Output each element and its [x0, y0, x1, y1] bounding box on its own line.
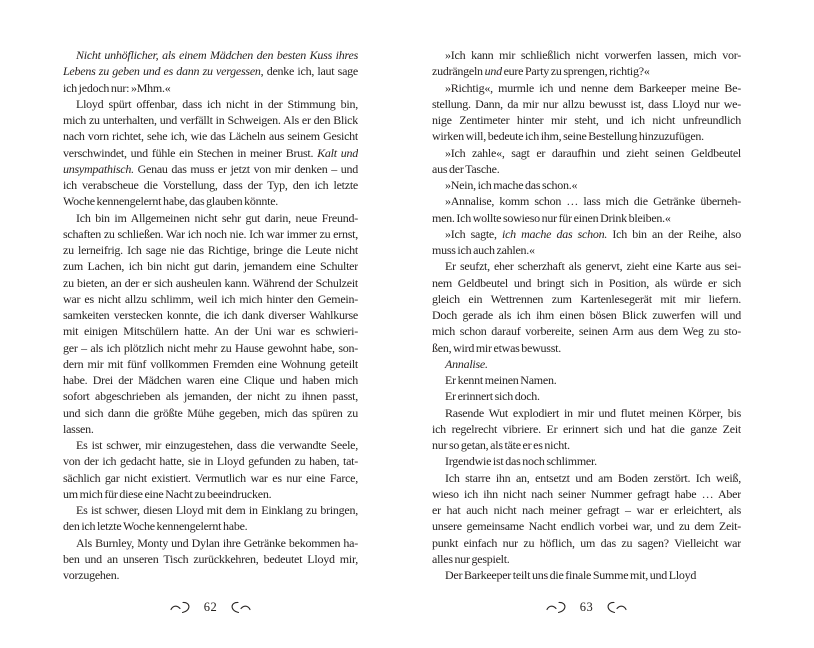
text-line: Nicht unhöflicher, als einem Mädchen den besten Kuss ihres: [76, 48, 358, 62]
swash-left-icon: [546, 600, 576, 614]
text-line: Lloyd spürt offenbar, dass ich nicht in der Stimmung bin,: [76, 96, 358, 111]
text-line: verschwindet, und fühle ein Stechen in meiner Brust. Kalt und: [63, 145, 358, 160]
text-line: Er kennt meinen Namen.: [445, 373, 557, 387]
text-line: Ich bin im Allgemeinen nicht sehr gut darin, neue Freund-: [76, 210, 358, 225]
text-line: ben und an unseren Tisch zurückkehren, bedeutet Lloyd mir,: [63, 551, 358, 566]
text-line: Irgendwie ist das noch schlimmer.: [445, 454, 597, 469]
text-line: Doch gerade als ich ihm einen bösen Blick zuwerfen will und: [432, 308, 741, 322]
text-line: zu lerneifrig. Ich sage nie das Richtige, bringe die Leute nicht: [63, 243, 358, 257]
text-line: alles nur gespielt.: [432, 551, 510, 566]
text-line: sofort abgeschrieben als jemanden, der nicht zu ihnen passt,: [63, 389, 358, 404]
text-line: »Ich zahle«, sagt er daraufhin und zieht seinen Geldbeutel: [445, 145, 741, 160]
text-line: Er erinnert sich doch.: [445, 389, 540, 404]
text-line: »Nein, ich mache das schon.«: [445, 178, 578, 192]
text-line: Er seufzt, eher scherzhaft als genervt, zieht eine Karte aus sei-: [445, 259, 741, 274]
text-line: »Ich kann mir schließlich nicht vorwerfen lassen, mich vor-: [445, 48, 741, 62]
text-line: den ich letzte Woche kennengelernt habe.: [63, 519, 248, 534]
text-line: war es nicht allzu schlimm, weil ich mich hinter den Gemein-: [63, 291, 358, 306]
text-line: »Ich sagte, ich mache das schon. Ich bin an der Reihe, also: [445, 226, 741, 241]
text-line: stellung. Dann, da mir nur allzu bewusst ist, dass Lloyd nur we-: [432, 96, 741, 111]
text-line: Lebens zu geben und es dann zu vergessen, denke ich, laut sage: [63, 64, 358, 79]
text-line: Als Burnley, Monty und Dylan ihre Getränke bekommen ha-: [76, 535, 358, 550]
text-line: mich schon darauf vorbereite, seinen Arm aus dem Weg zu sto-: [432, 324, 741, 339]
text-line: habe. Drei der Mädchen waren eine Clique und haben mich: [63, 373, 358, 387]
page-right-text: [432, 47, 741, 583]
text-line: ßen, wird mir etwas bewusst.: [432, 340, 561, 355]
text-line: »Richtig«, murmle ich und nenne dem Barkeeper meine Be-: [445, 80, 741, 95]
text-line: er hat auch nicht nach meiner gefragt – war er erleichtert, als: [432, 503, 741, 517]
swash-right-icon: [221, 600, 251, 614]
text-line: unsere gemeinsame Nacht endlich vorbei war, und zu dem Zeit-: [432, 519, 741, 534]
page-right: [432, 0, 741, 648]
text-line: wieso ich ihn nicht nach seiner Nummer gefragt habe … Aber: [432, 486, 741, 501]
text-line: nur so getan, als täte er es nicht.: [432, 438, 570, 452]
text-line: Annalise.: [445, 356, 488, 371]
text-line: dern mir mit fünf vollkommen Fremden eine Wohnung geteilt: [63, 356, 358, 371]
page-left-footer: [63, 600, 358, 614]
text-line: ich jedoch nur: »Mhm.«: [63, 80, 171, 95]
text-line: von der ich gedacht hatte, sie in Lloyd gefunden zu haben, tat-: [63, 454, 358, 469]
swash-right-icon: [597, 600, 627, 614]
text-line: schaften zu schließen. War ich noch nie. Ich war immer zu ernst,: [63, 226, 358, 241]
text-line: mich zu unterhalten, und verfällt in Schweigen. Als er den Blick: [63, 113, 358, 127]
text-line: lassen.: [63, 421, 94, 436]
text-line: mit einigen Mitschülern hatte. An der Uni war es schwieri-: [63, 324, 358, 339]
page-left-text: [63, 47, 358, 583]
text-line: nach vorn richtet, sehe ich, wie das Lächeln aus seinem Gesicht: [63, 129, 358, 144]
text-line: muss ich auch zahlen.«: [432, 243, 535, 257]
text-line: ich regelrecht vibriere. Er erinnert sich und hat die ganze Zeit: [432, 421, 741, 436]
text-line: und sich dann die größte Mühe gegeben, mich das spüren zu: [63, 405, 358, 420]
text-line: Rasende Wut explodiert in mir und flutet meinen Körper, bis: [445, 405, 741, 420]
text-line: nem Geldbeutel und bringt sich in Position, als würde er sich: [432, 275, 741, 290]
text-line: Der Barkeeper teilt uns die finale Summe mit, und Lloyd: [445, 568, 697, 582]
text-line: wirken will, bedeute ich ihm, seine Bestellung hinzuzufügen.: [432, 129, 704, 144]
text-line: ger – als ich plötzlich nicht mehr zu Hause gewohnt habe, son-: [63, 340, 358, 355]
text-line: Es ist schwer, diesen Lloyd mit dem in Einklang zu bringen,: [76, 503, 358, 517]
text-line: zudrängeln und eure Party zu sprengen, richtig?«: [432, 64, 650, 79]
text-line: aus der Tasche.: [432, 161, 500, 176]
text-line: Es ist schwer, mir einzugestehen, dass die verwandte Seele,: [76, 438, 358, 452]
text-line: unsympathisch. Genau das muss er jetzt von mir denken – und: [63, 161, 358, 176]
page-number: 62: [203, 600, 218, 614]
text-line: um mich für diese eine Nacht zu beeindrucken.: [63, 486, 272, 501]
text-line: ich verabscheue die Vorstellung, dass der Typ, den ich letzte: [63, 178, 358, 192]
text-line: punkt einfach nur zu höflich, um das zu sagen? Vielleicht war: [432, 535, 741, 550]
swash-left-icon: [170, 600, 200, 614]
page-right-footer: [432, 600, 741, 614]
text-line: »Annalise, komm schon … lass mich die Getränke überneh-: [445, 194, 741, 209]
text-line: sächlich gar nicht existiert. Vermutlich war es nur eine Farce,: [63, 470, 358, 485]
page-left: [63, 0, 358, 648]
text-line: men. Ich wollte sowieso nur für einen Drink bleiben.«: [432, 210, 671, 225]
text-line: vorzugehen.: [63, 568, 120, 582]
text-line: Woche kennengelernt habe, das glauben könnte.: [63, 194, 279, 209]
text-line: zum Lachen, ich bin nicht gut darin, jemandem eine Schulter: [63, 259, 358, 274]
text-line: Ich starre ihn an, entsetzt und am Boden zerstört. Ich weiß,: [445, 470, 741, 485]
text-line: samkeiten verstecken konnte, die ich dank diverser Wahlkurse: [63, 308, 358, 322]
text-line: nige Zentimeter hinter mir steht, und ich nicht unfreundlich: [432, 113, 741, 127]
text-line: zu bieten, an der er sich ausheulen kann. Während der Schulzeit: [63, 275, 358, 290]
text-line: gleich ein Wettrennen zum Kartenlesegerät mit mir liefern.: [432, 291, 741, 306]
page-number: 63: [579, 600, 594, 614]
